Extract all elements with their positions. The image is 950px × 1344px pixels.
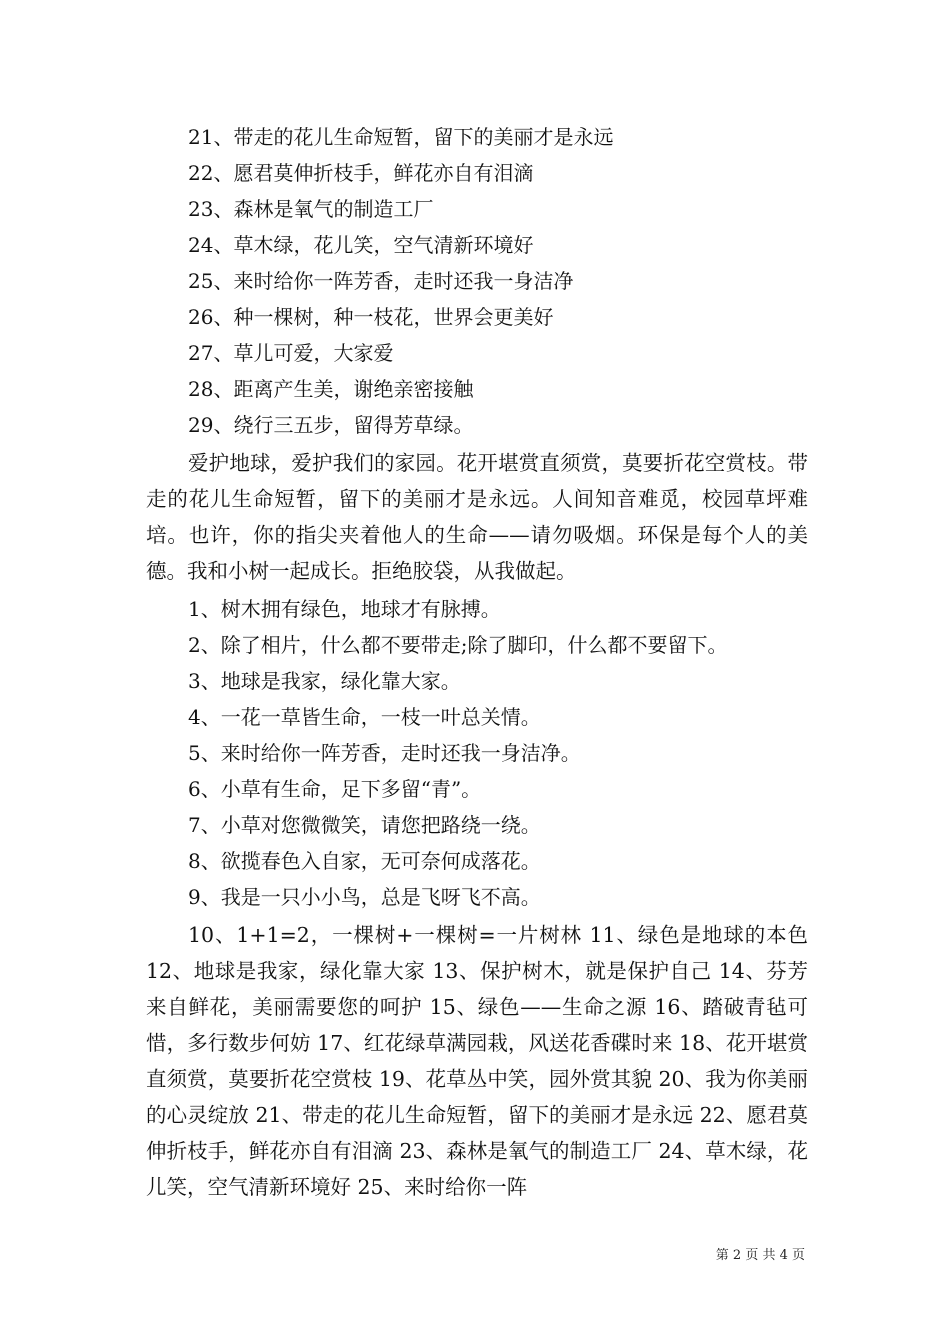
list-item: 28、距离产生美，谢绝亲密接触 (188, 377, 474, 401)
list-item: 5、来时给你一阵芳香，走时还我一身洁净。 (188, 741, 581, 765)
list-item: 7、小草对您微微笑，请您把路绕一绕。 (188, 813, 541, 837)
list-item: 3、地球是我家，绿化靠大家。 (188, 669, 461, 693)
paragraph-slogans: 10、1+1=2，一棵树+一棵树=一片树林 11、绿色是地球的本色 12、地球是我家，绿化靠大家 13、保护树木，就是保护自己 14、芬芳来自鲜花，美丽需要您的呵护 15、绿色——生命之源 16、踏破青毡可惜，多行数步何妨 17、红花绿草满园栽，风送花香碟时来 18、花开堪赏直须赏，莫要折花空赏枝 19、花草丛中笑，园外赏其貌 20、我为你美丽的心灵绽放 21、带走的花儿生命短暂，留下的美丽才是永远 22、愿君莫伸折枝手，鲜花亦自有泪滴 23、森林是氧气的制造工厂 24、草木绿，花儿笑，空气清新环境好 25、来时给你一阵 (146, 923, 808, 1199)
list-item: 29、绕行三五步，留得芳草绿。 (188, 413, 474, 437)
list-item: 9、我是一只小小鸟，总是飞呀飞不高。 (188, 885, 541, 909)
list-item: 24、草木绿，花儿笑，空气清新环境好 (188, 233, 534, 257)
paragraph-intro: 爱护地球，爱护我们的家园。花开堪赏直须赏，莫要折花空赏枝。带走的花儿生命短暂，留下的美丽才是永远。人间知音难觅，校园草坪难培。也许，你的指尖夹着他人的生命——请勿吸烟。环保是每个人的美德。我和小树一起成长。拒绝胶袋，从我做起。 (146, 451, 808, 583)
list-item: 21、带走的花儿生命短暂，留下的美丽才是永远 (188, 125, 614, 149)
page-number: 第 2 页 共 4 页 (715, 1248, 805, 1263)
list-item: 27、草儿可爱，大家爱 (188, 341, 394, 365)
list-item: 26、种一棵树，种一枝花，世界会更美好 (188, 305, 554, 329)
list-item: 1、树木拥有绿色，地球才有脉搏。 (188, 597, 501, 621)
list-item: 23、森林是氧气的制造工厂 (188, 197, 434, 221)
list-item: 4、一花一草皆生命，一枝一叶总关情。 (188, 705, 541, 729)
list-item: 25、来时给你一阵芳香，走时还我一身洁净 (188, 269, 574, 293)
list-item: 22、愿君莫伸折枝手，鲜花亦自有泪滴 (188, 161, 534, 185)
list-item: 6、小草有生命，足下多留“青”。 (188, 777, 482, 801)
list-item: 8、欲揽春色入自家，无可奈何成落花。 (188, 849, 541, 873)
list-item: 2、除了相片，什么都不要带走;除了脚印，什么都不要留下。 (188, 633, 728, 657)
